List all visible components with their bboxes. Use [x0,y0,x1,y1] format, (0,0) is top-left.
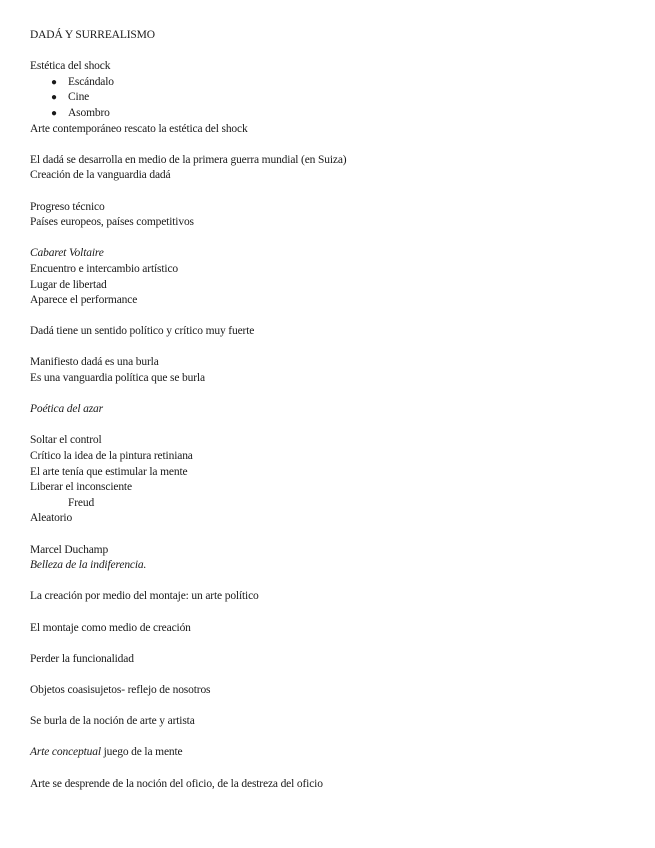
blank-line [30,44,630,60]
document-page [30,28,630,792]
montage-line-5: Se burla de la noción de arte y artista [30,715,195,728]
cabaret-line-2: Lugar de libertad [30,278,107,291]
blank-line [30,340,630,356]
blank-line [30,387,630,403]
conceptual-italic-text: Arte conceptual [30,746,101,759]
blank-line [30,699,630,715]
blank-line [30,730,630,746]
bullet-text: Asombro [68,106,110,119]
blank-line [30,761,630,777]
chance-line-6: Aleatorio [30,512,73,525]
progress-line-2: Países europeos, países competitivos [30,216,194,229]
blank-line [30,527,630,543]
blank-line [30,137,630,153]
montage-line-4: Objetos coasisujetos- reflejo de nosotros [30,683,211,696]
cabaret-line-3: Aparece el performance [30,294,138,307]
montage-line-1: La creación por medio del montaje: un arte político [30,590,259,603]
bullet-text: Escándalo [68,75,114,88]
bullet-item [30,106,630,122]
bullet-item [30,75,630,91]
bullet-icon: ● [51,92,57,104]
blank-line [30,184,630,200]
bullet-icon: ● [51,76,57,88]
cabaret-heading: Cabaret Voltaire [30,247,104,260]
chance-line-4: Liberar el inconsciente [30,481,132,494]
progress-line-1: Progreso técnico [30,200,105,213]
chance-line-2: Crítico la idea de la pintura retiniana [30,450,193,463]
conceptual-rest-text: juego de la mente [100,746,183,759]
war-line-2: Creación de la vanguardia dadá [30,169,171,182]
political-line: Dadá tiene un sentido político y crítico muy fuerte [30,325,255,338]
blank-line [30,636,630,652]
chance-line-1: Soltar el control [30,434,102,447]
blank-line [30,309,630,325]
manifesto-line-2: Es una vanguardia política que se burla [30,372,205,385]
shock-heading: Estética del shock [30,60,111,73]
blank-line [30,418,630,434]
blank-line [30,231,630,247]
duchamp-line-2: Belleza de la indiferencia. [30,559,147,572]
shock-after-line: Arte contemporáneo rescato la estética del shock [30,122,248,135]
montage-line-3: Perder la funcionalidad [30,652,134,665]
shock-bullet-list [30,75,630,122]
final-line: Arte se desprende de la noción del oficio, de la destreza del oficio [30,777,323,790]
blank-line [30,667,630,683]
blank-line [30,605,630,621]
war-line-1: El dadá se desarrolla en medio de la primera guerra mundial (en Suiza) [30,153,347,166]
duchamp-line-1: Marcel Duchamp [30,543,109,556]
montage-line-2: El montaje como medio de creación [30,621,191,634]
bullet-text: Cine [68,91,90,104]
manifesto-line-1: Manifiesto dadá es una burla [30,356,159,369]
bullet-icon: ● [51,107,57,119]
bullet-item [30,90,630,106]
chance-line-freud: Freud [68,496,95,509]
chance-heading: Poética del azar [30,403,103,416]
cabaret-line-1: Encuentro e intercambio artístico [30,262,179,275]
blank-line [30,574,630,590]
document-title: DADÁ Y SURREALISMO [30,29,155,41]
chance-line-3: El arte tenía que estimular la mente [30,465,188,478]
conceptual-line [30,745,630,761]
